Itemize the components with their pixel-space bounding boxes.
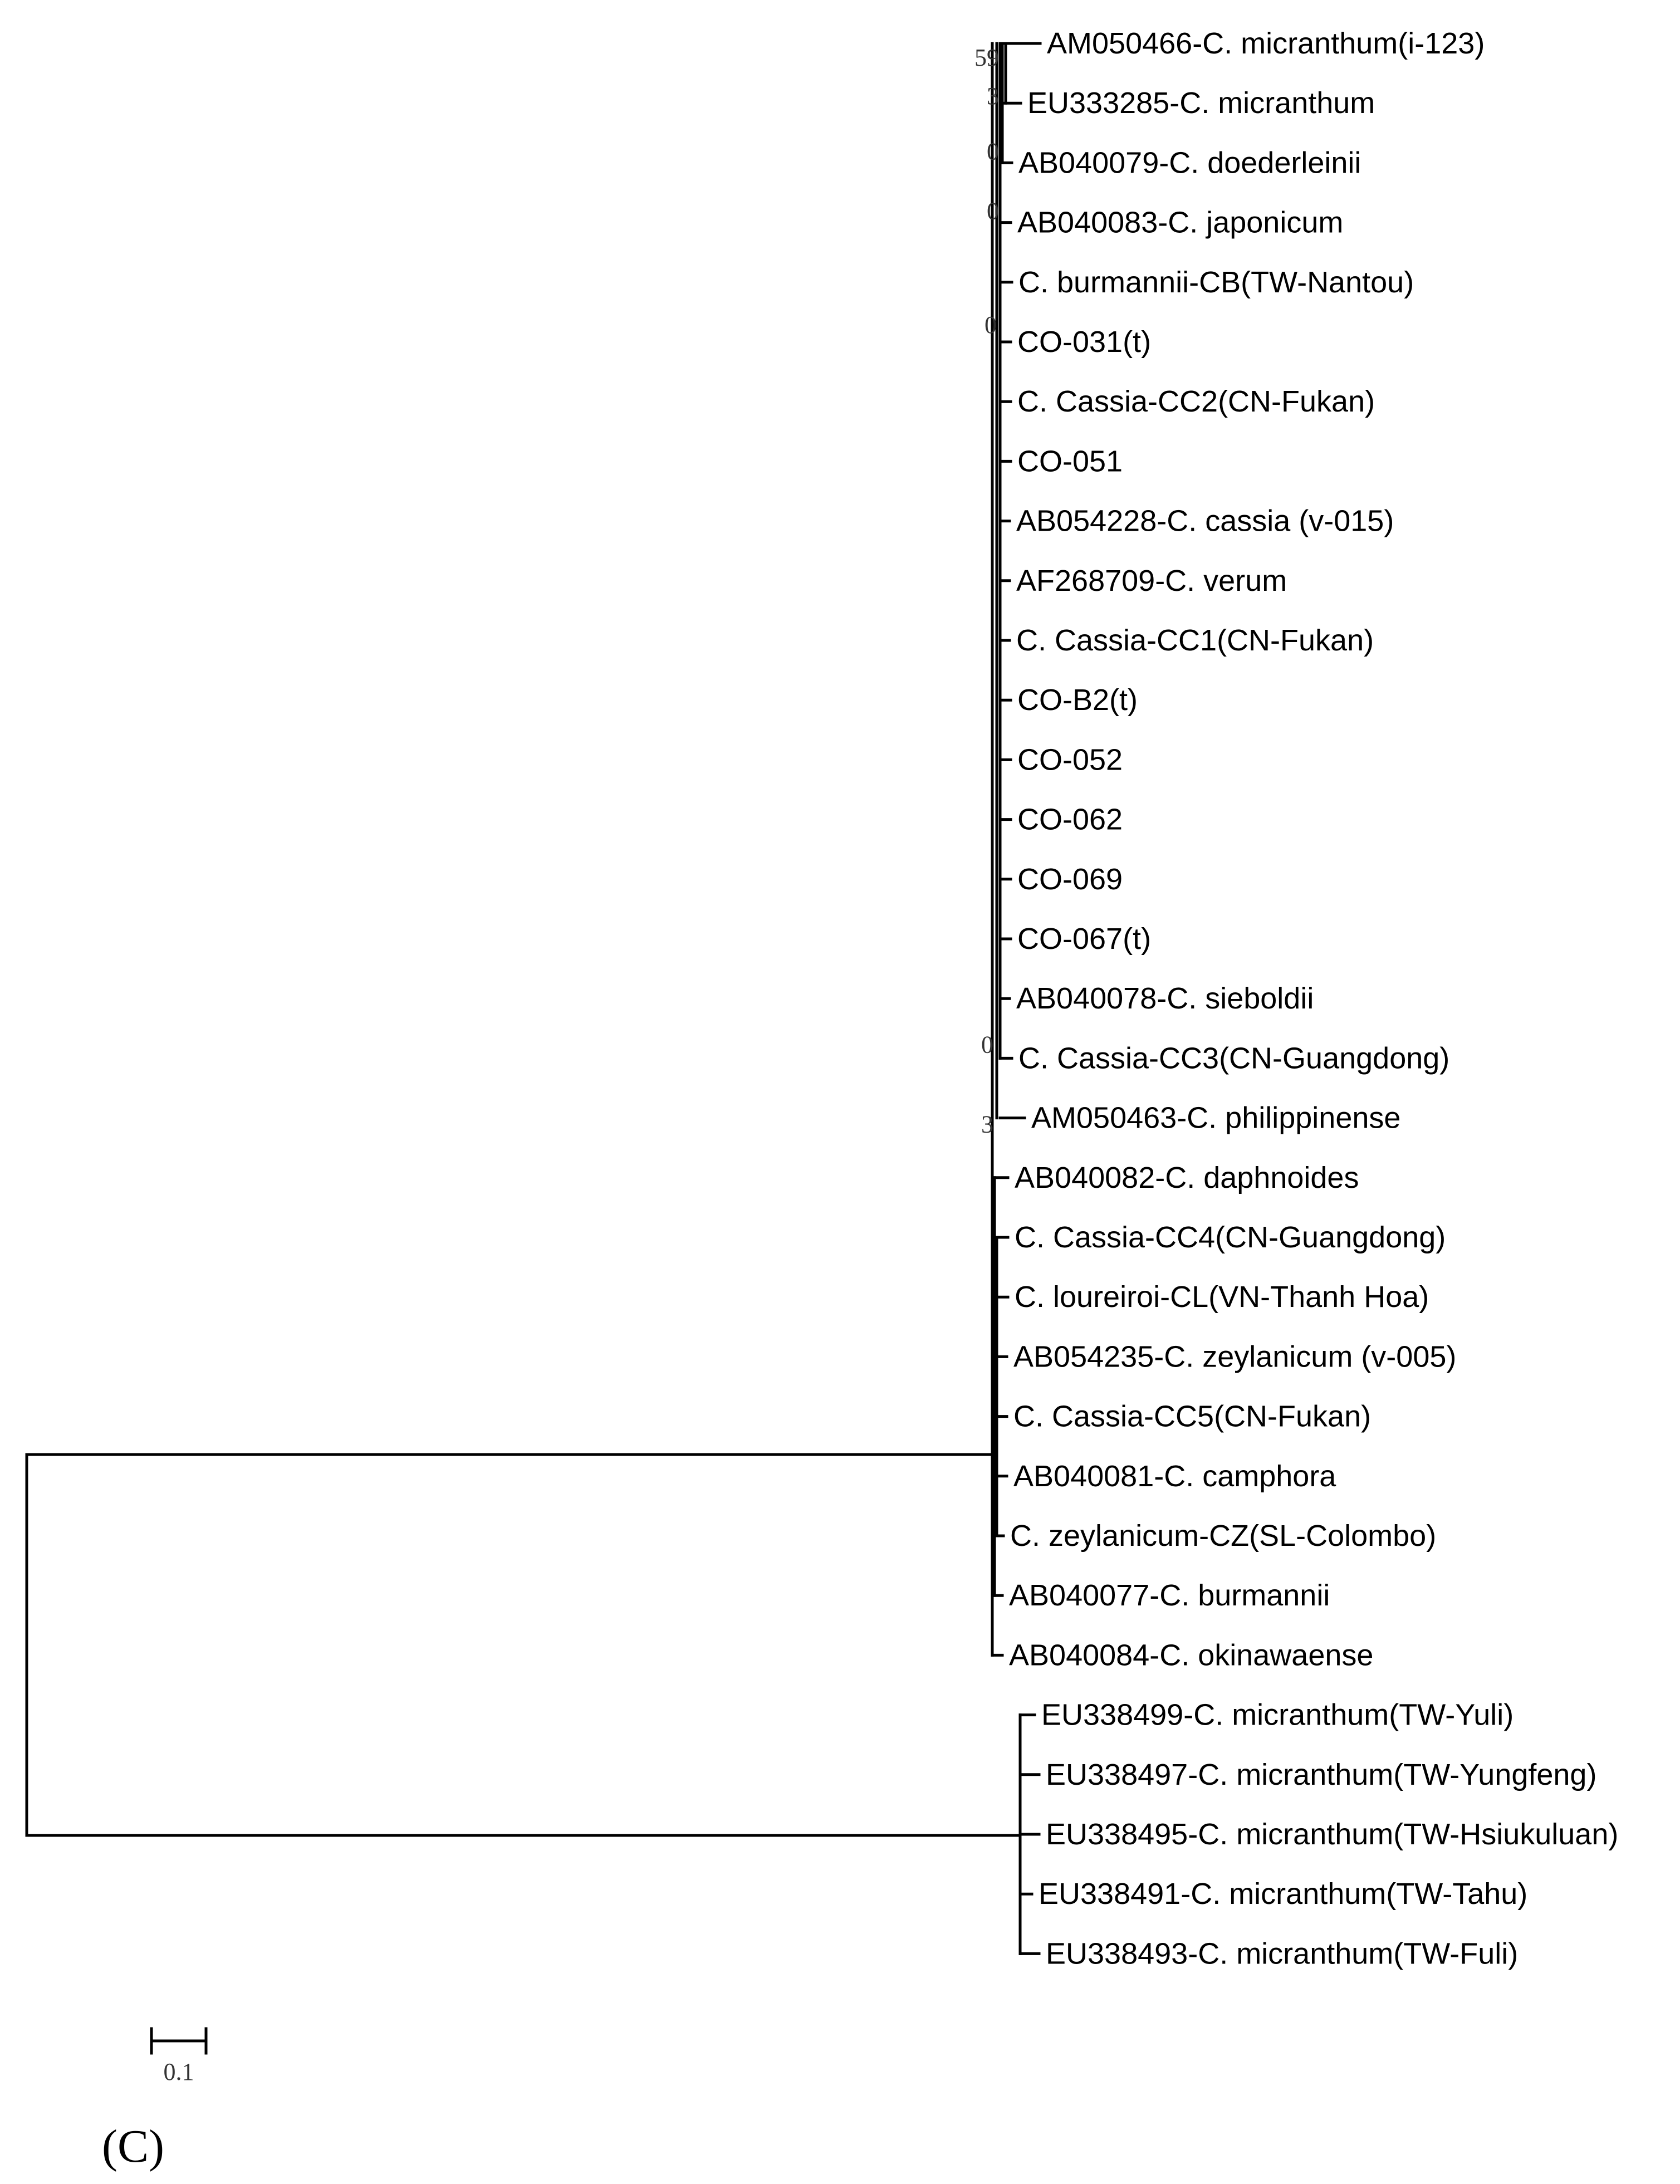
taxon-label: CO-062 — [1017, 802, 1123, 836]
support-value: 0 — [985, 311, 997, 339]
scale-bar — [151, 2029, 206, 2085]
taxon-label: C. Cassia-CC4(CN-Guangdong) — [1015, 1221, 1446, 1254]
taxon-label: C. Cassia-CC2(CN-Fukan) — [1017, 385, 1375, 419]
taxon-label: CO-067(t) — [1017, 922, 1152, 956]
taxon-label: CO-069 — [1017, 862, 1123, 896]
taxon-label: CO-052 — [1017, 743, 1123, 777]
taxon-label: EU338499-C. micranthum(TW-Yuli) — [1041, 1698, 1514, 1732]
taxon-label: AB054235-C. zeylanicum (v-005) — [1013, 1340, 1457, 1374]
support-value: 59 — [974, 44, 999, 71]
taxon-label: C. loureiroi-CL(VN-Thanh Hoa) — [1015, 1280, 1429, 1314]
taxon-label: AB040078-C. sieboldii — [1016, 982, 1314, 1016]
taxon-label: EU333285-C. micranthum — [1027, 86, 1375, 120]
taxon-label: C. Cassia-CC5(CN-Fukan) — [1013, 1399, 1372, 1433]
taxon-label: CO-051 — [1017, 444, 1123, 478]
support-value: 0 — [987, 197, 999, 225]
taxon-label: C. Cassia-CC1(CN-Fukan) — [1016, 624, 1374, 657]
tree-branches — [27, 43, 1040, 1953]
taxon-label: CO-031(t) — [1017, 325, 1152, 359]
support-values — [974, 44, 999, 1138]
taxon-label: C. Cassia-CC3(CN-Guangdong) — [1018, 1041, 1450, 1075]
taxon-label: AM050463-C. philippinense — [1031, 1101, 1401, 1135]
scale-bar-label: 0.1 — [163, 2058, 194, 2085]
taxon-label: AB040077-C. burmannii — [1009, 1579, 1330, 1613]
taxon-label: EU338495-C. micranthum(TW-Hsiukuluan) — [1046, 1818, 1619, 1851]
taxon-label: AB040082-C. daphnoides — [1015, 1160, 1359, 1194]
taxon-label: EU338493-C. micranthum(TW-Fuli) — [1046, 1937, 1519, 1971]
taxon-label: CO-B2(t) — [1017, 683, 1138, 717]
taxon-label: EU338497-C. micranthum(TW-Yungfeng) — [1046, 1757, 1597, 1791]
support-value: 3 — [987, 82, 999, 110]
support-value: 0 — [981, 1031, 993, 1059]
taxon-label: EU338491-C. micranthum(TW-Tahu) — [1039, 1877, 1528, 1911]
taxon-label: AB040081-C. camphora — [1013, 1459, 1336, 1493]
taxon-label: AM050466-C. micranthum(i-123) — [1047, 27, 1485, 60]
taxon-label: AB054228-C. cassia (v-015) — [1016, 504, 1394, 538]
taxon-label: AF268709-C. verum — [1016, 564, 1287, 598]
support-value: 0 — [987, 138, 999, 165]
taxon-label: AB040083-C. japonicum — [1017, 205, 1344, 239]
taxon-label: C. burmannii-CB(TW-Nantou) — [1018, 265, 1414, 299]
panel-label: (C) — [102, 2121, 164, 2172]
support-value: 3 — [981, 1110, 993, 1138]
taxon-label: AB040079-C. doederleinii — [1018, 146, 1361, 180]
taxon-labels — [1009, 27, 1618, 1970]
taxon-label: C. zeylanicum-CZ(SL-Colombo) — [1010, 1519, 1437, 1553]
taxon-label: AB040084-C. okinawaense — [1009, 1638, 1374, 1672]
